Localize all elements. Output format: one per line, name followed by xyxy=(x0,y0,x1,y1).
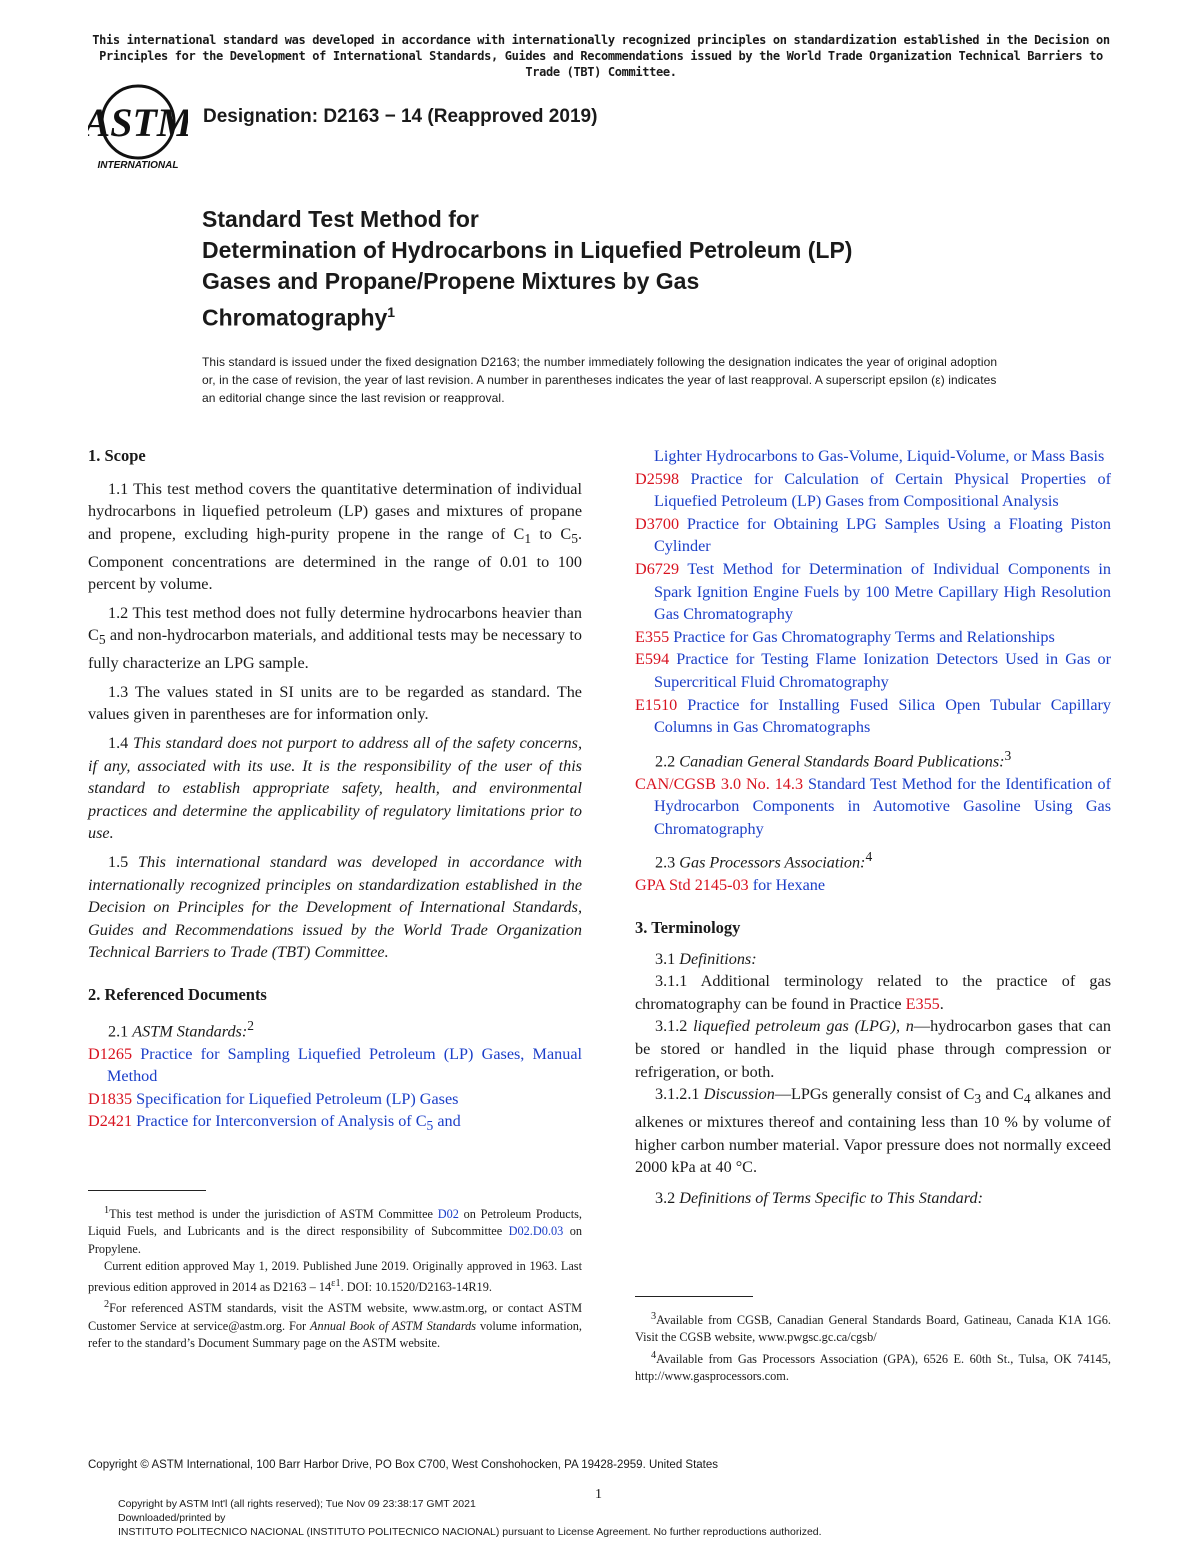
ref-can-cgsb[interactable] xyxy=(635,773,1111,841)
ref-code[interactable]: D6729 xyxy=(635,559,680,578)
ref-d2421[interactable] xyxy=(88,1110,582,1138)
ref-code[interactable]: D2598 xyxy=(635,469,680,488)
ref-sub[interactable]: 5 xyxy=(426,1118,434,1134)
footnote-1-edition xyxy=(88,1258,582,1297)
footnote-number: 1 xyxy=(104,1205,110,1216)
footnote-number: 2 xyxy=(104,1299,110,1311)
text: alkanes and alkenes or mixtures thereof and containing less than 10 % by volume of higher carbon number material. Vapor pressure does not normally exceed 2000 kPa at 40 °C. xyxy=(635,1085,1112,1177)
epsilon: ε1 xyxy=(331,1277,341,1289)
ref-link[interactable]: Practice for Interconversion of Analysis of C xyxy=(132,1112,427,1131)
referenced-docs-heading: 2. Referenced Documents xyxy=(88,984,267,1004)
text: 1.1 This test method covers the quantitative determination of individual hydrocarbons in liquefied petroleum (LP) gases and mixtures of propane and propene, excluding high-purity propene in the range of C xyxy=(88,479,582,543)
ref-code[interactable]: E355 xyxy=(635,627,670,646)
para-1-1 xyxy=(88,478,582,596)
para-1-5 xyxy=(88,851,582,964)
para-1-2 xyxy=(88,602,582,675)
num: 3.2 xyxy=(655,1188,680,1207)
sub: 1 xyxy=(524,531,532,547)
para-3-1-1 xyxy=(635,970,1111,1015)
text: on Propylene. xyxy=(88,1224,582,1256)
title-line-1: Standard Test Method for xyxy=(202,206,479,232)
ref-code[interactable]: D2421 xyxy=(88,1112,133,1131)
para-3-1 xyxy=(635,948,1111,971)
ref-link[interactable]: Test Method for Determination of Individual Components in Spark Ignition Engine Fuels by 100 Metre Capillary High Resolution Gas Chromatography xyxy=(654,559,1111,624)
text: Current edition approved May 1, 2019. Published June 2019. Originally approved in 1963. Last previous edition approved in 2014 as D2163 – 14 xyxy=(88,1258,582,1294)
text: This test method is under the jurisdiction of ASTM Committee xyxy=(109,1207,438,1222)
designation: Designation: D2163 − 14 (Reapproved 2019) xyxy=(203,106,598,127)
footnote-number: 4 xyxy=(651,1349,657,1361)
ref-link[interactable]: Specification for Liquefied Petroleum (LP) Gases xyxy=(132,1089,459,1108)
sub: 5 xyxy=(571,531,578,547)
text: . Component concentrations are determined in the range of 0.01 to 100 percent by volume. xyxy=(88,524,582,594)
text: This standard does not purport to address all of the safety concerns, if any, associated with its use. It is the responsibility of the user of this standard to establish appropriate safety, health, and environmental practices and determine the applicability of regulatory limitations prior to use. xyxy=(88,734,582,843)
term: Discussion xyxy=(703,1085,775,1104)
text: Definitions of Terms Specific to This Standard: xyxy=(679,1188,983,1207)
text: Annual Book of ASTM Standards xyxy=(310,1318,477,1333)
download-notice xyxy=(118,1497,822,1539)
top-notice: This international standard was developed in accordance with internationally recognized principles on standardization established in the Decision on Principles for the Development of International Standards, Guides and Recommendations issued by the World Trade Organization Technical Barriers to Trade (TBT) Committee. xyxy=(92,33,1110,79)
footnote-marker: 2 xyxy=(247,1017,254,1033)
text: Available from Gas Processors Association (GPA), 6526 E. 60th St., Tulsa, OK 74145, http://www.gasprocessors.com. xyxy=(635,1351,1111,1383)
logo-sub: INTERNATIONAL xyxy=(97,160,179,171)
text: 1.2 This test method does not fully determine hydrocarbons heavier than C xyxy=(88,603,582,645)
text: —LPGs generally consist of C xyxy=(774,1085,975,1104)
text: to C xyxy=(531,524,572,543)
ref-code[interactable]: D3700 xyxy=(635,514,680,533)
text: 3.1.1 Additional terminology related to the practice of gas chromatography can be found in Practice xyxy=(635,972,1111,1013)
ref-d2421-cont[interactable]: Lighter Hydrocarbons to Gas-Volume, Liquid-Volume, or Mass Basis xyxy=(654,447,1105,465)
para-3-1-2 xyxy=(635,1015,1111,1083)
sub: 5 xyxy=(98,632,106,648)
ref-code[interactable]: E1510 xyxy=(635,695,678,714)
para-3-2 xyxy=(635,1187,1111,1210)
text: ASTM Standards: xyxy=(132,1021,248,1040)
footnote-3 xyxy=(635,1308,1111,1347)
text: volume information, refer to the standard’s Document Summary page on the ASTM website. xyxy=(88,1318,582,1350)
astm-logo xyxy=(88,84,188,172)
footnote-marker: 4 xyxy=(865,849,873,865)
footnote-1 xyxy=(88,1202,582,1258)
title-footnote-marker: 1 xyxy=(387,304,396,320)
num: 1.5 xyxy=(108,852,139,871)
num: 3.1 xyxy=(655,949,680,968)
text: —hydrocarbon gases that can be stored or handled in the liquid phase through compression or refrigeration, or both. xyxy=(635,1017,1112,1081)
ref-code[interactable]: D1835 xyxy=(88,1089,133,1108)
title-word: Chromatography xyxy=(202,304,388,331)
download-line-2: Downloaded/printed by xyxy=(118,1512,226,1524)
num: 2.3 xyxy=(655,853,680,872)
ref-d2598[interactable] xyxy=(635,468,1111,513)
text: and non-hydrocarbon materials, and additional tests may be necessary to fully characterize an LPG sample. xyxy=(88,626,582,673)
sub: 4 xyxy=(1023,1091,1031,1107)
right-column xyxy=(635,445,1111,1209)
num: 1.4 xyxy=(108,734,133,752)
term: liquefied petroleum gas (LPG), n xyxy=(693,1017,914,1036)
text: and C xyxy=(981,1085,1024,1104)
ref-link[interactable]: Standard Test Method for the Identification of Hydrocarbon Components in Automotive Gasoline Using Gas Chromatography xyxy=(654,774,1111,838)
para-2-3 xyxy=(635,846,1111,874)
ref-code[interactable]: D1265 xyxy=(88,1044,133,1063)
text: Definitions: xyxy=(679,949,757,968)
ref-link[interactable]: Practice for Installing Fused Silica Open Tubular Capillary Columns in Gas Chromatographs xyxy=(654,695,1111,737)
logo-letters: ASTM xyxy=(88,100,188,145)
ref-link[interactable]: Practice for Gas Chromatography Terms and Relationships xyxy=(669,627,1055,646)
para-2-1 xyxy=(88,1015,582,1043)
title-line-2: Determination of Hydrocarbons in Liquefied Petroleum (LP) xyxy=(202,237,853,263)
text: Available from CGSB, Canadian General Standards Board, Gatineau, Canada K1A 1G6. Visit the CGSB website, www.pwgsc.gc.ca/cgsb/ xyxy=(635,1313,1111,1345)
para-1-4 xyxy=(88,732,582,845)
footnotes-right xyxy=(635,1308,1111,1385)
download-line-3: INSTITUTO POLITECNICO NACIONAL (INSTITUTO POLITECNICO NACIONAL) pursuant to License Agreement. No further reproductions authorized. xyxy=(118,1526,822,1538)
ref-link[interactable]: Practice for Sampling Liquefied Petroleum (LP) Gases, Manual Method xyxy=(107,1044,582,1086)
ref-code[interactable]: E594 xyxy=(635,650,670,669)
copyright-line: Copyright © ASTM International, 100 Barr Harbor Drive, PO Box C700, West Conshohocken, PA 19428-2959. United States xyxy=(88,1459,719,1471)
title-line-4 xyxy=(202,297,1102,334)
ref-e355-link[interactable]: E355 xyxy=(905,994,940,1013)
num: 2.1 xyxy=(108,1021,133,1040)
footnote-rule-right xyxy=(635,1296,753,1297)
para-3-1-2-1 xyxy=(635,1083,1111,1179)
footnote-marker: 3 xyxy=(1004,747,1012,763)
issuance-statement: This standard is issued under the fixed designation D2163; the number immediately following the designation indicates the year of original adoption or, in the case of revision, the year of last revision. A number in parentheses indicates the year of last reapproval. A superscript epsilon (ε) indicates an editorial change since the last revision or reapproval. xyxy=(202,355,998,405)
download-line-1: Copyright by ASTM Int'l (all rights reserved); Tue Nov 09 23:38:17 GMT 2021 xyxy=(118,1498,476,1510)
terminology-heading: 3. Terminology xyxy=(635,918,741,938)
footnotes-left xyxy=(88,1202,582,1352)
ref-e1510[interactable] xyxy=(635,694,1111,739)
ref-d3700[interactable] xyxy=(635,513,1111,558)
ref-d1265[interactable] xyxy=(88,1043,582,1088)
scope-heading: 1. Scope xyxy=(88,446,146,465)
para-2-2 xyxy=(635,745,1111,773)
astm-logo-icon xyxy=(88,84,188,172)
footnote-rule-left xyxy=(88,1190,206,1191)
text: . xyxy=(939,994,944,1013)
text: Canadian General Standards Board Publications: xyxy=(679,752,1005,771)
footnote-2 xyxy=(88,1296,582,1352)
sub: 3 xyxy=(974,1091,982,1107)
subcommittee-link[interactable]: D02.D0.03 xyxy=(508,1224,564,1239)
ref-link[interactable]: for Hexane xyxy=(748,876,826,895)
title-line-3: Gases and Propane/Propene Mixtures by Gas xyxy=(202,268,700,294)
text: . DOI: 10.1520/D2163-14R19. xyxy=(340,1280,492,1294)
ref-d1835[interactable] xyxy=(88,1088,582,1111)
text: This international standard was developed in accordance with internationally recognized principles on standardization established in the Decision on Principles for the Development of International Standards, Guides and Recommendations issued by the World Trade Organization Technical Barriers to Trade (TBT) Committee. xyxy=(88,852,583,962)
ref-e594[interactable] xyxy=(635,648,1111,693)
ref-e355[interactable] xyxy=(635,626,1111,649)
num: 2.2 xyxy=(655,752,680,771)
num: 3.1.2.1 xyxy=(655,1085,704,1104)
footnote-number: 3 xyxy=(651,1311,657,1322)
document-title xyxy=(202,204,1102,334)
ref-link-tail[interactable]: and xyxy=(433,1112,461,1131)
para-1-3: 1.3 The values stated in SI units are to be regarded as standard. The values given in parentheses are for information only. xyxy=(88,682,582,724)
text: on Petroleum Products, Liquid Fuels, and Lubricants and is the direct responsibility of Subcommittee xyxy=(88,1207,582,1239)
left-column xyxy=(88,445,582,1138)
ref-link[interactable]: Practice for Testing Flame Ionization Detectors Used in Gas or Supercritical Fluid Chromatography xyxy=(654,650,1111,691)
page-number: 1 xyxy=(595,1487,602,1502)
footnote-4 xyxy=(635,1347,1111,1386)
ref-code[interactable]: CAN/CGSB 3.0 No. 14.3 xyxy=(635,774,804,793)
ref-d6729[interactable] xyxy=(635,558,1111,626)
committee-link[interactable]: D02 xyxy=(437,1207,459,1222)
text: Gas Processors Association: xyxy=(679,853,866,872)
num: 3.1.2 xyxy=(655,1017,694,1036)
ref-gpa[interactable] xyxy=(635,874,1111,897)
ref-link[interactable]: Practice for Calculation of Certain Physical Properties of Liquefied Petroleum (LP) Gases from Compositional Analysis xyxy=(654,469,1111,511)
text: For referenced ASTM standards, visit the ASTM website, www.astm.org, or contact ASTM Customer Service at service@astm.org. For xyxy=(88,1301,582,1333)
ref-code[interactable]: GPA Std 2145-03 xyxy=(635,876,749,895)
ref-link[interactable]: Practice for Obtaining LPG Samples Using a Floating Piston Cylinder xyxy=(654,514,1111,556)
